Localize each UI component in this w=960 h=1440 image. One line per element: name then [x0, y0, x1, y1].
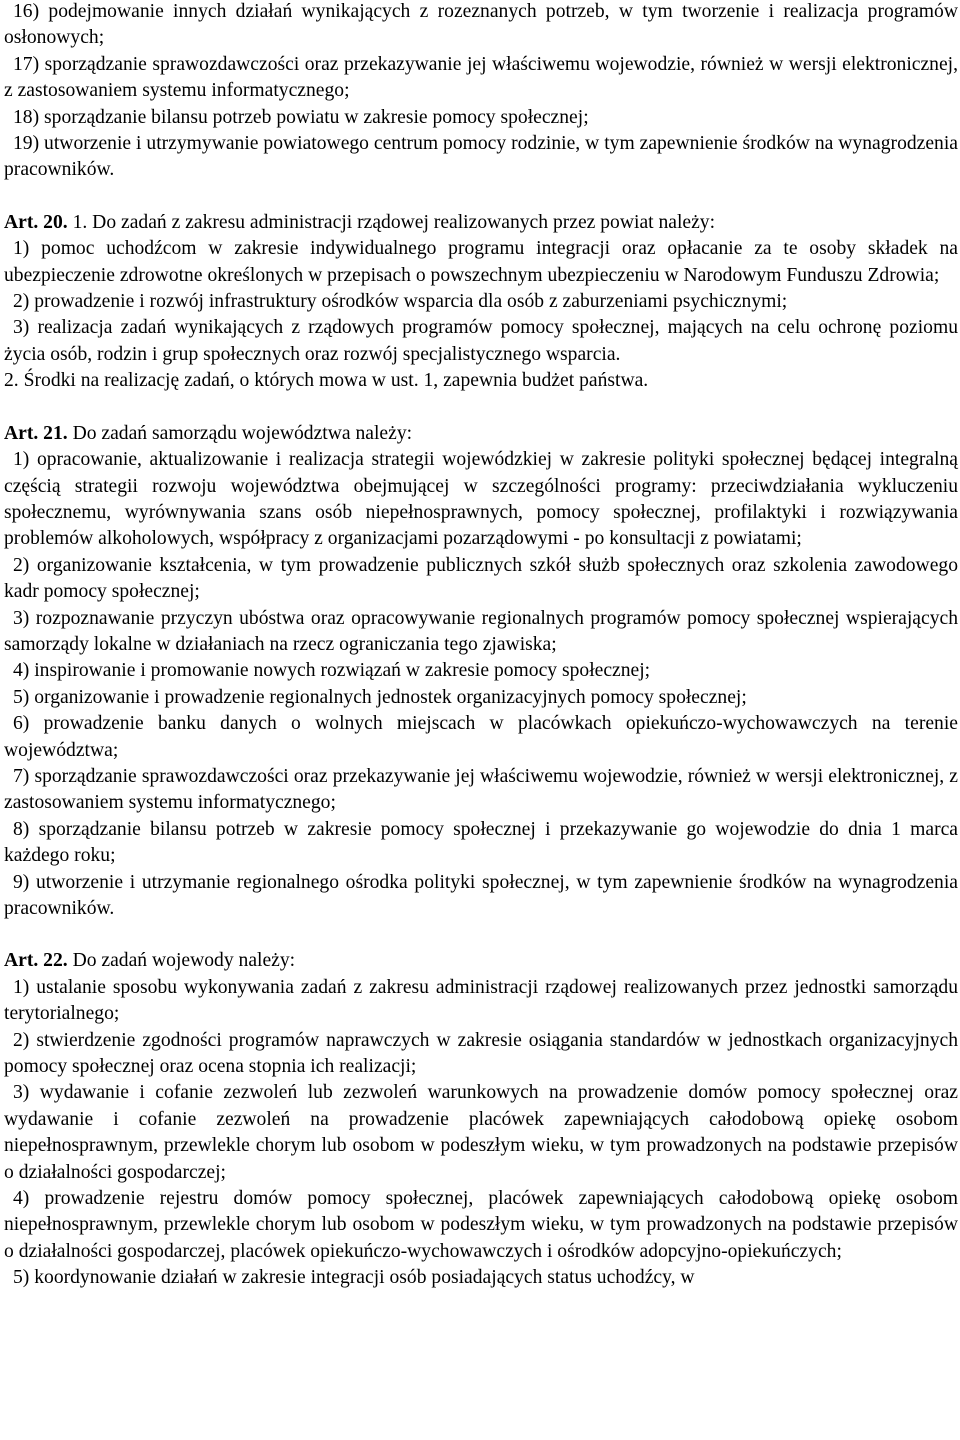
list-item: 1) pomoc uchodźcom w zakresie indywidualnego programu integracji oraz opłacanie za te osoby składek na ubezpieczenie zdrowotne określonych w przepisach o powszechnym ubezpieczeniu w Narodowym Funduszu Zdrowia; — [4, 238, 958, 286]
article-22 — [4, 948, 958, 974]
list-item: 19) utworzenie i utrzymywanie powiatowego centrum pomocy rodzinie, w tym zapewnienie środków na wynagrodzenia pracowników. — [4, 133, 958, 181]
list-item: 6) prowadzenie banku danych o wolnych miejscach w placówkach opiekuńczo-wychowawczych na terenie województwa; — [4, 713, 958, 761]
list-item: 2) stwierdzenie zgodności programów naprawczych w zakresie osiągania standardów w jednostkach organizacyjnych pomocy społecznej oraz ocena stopnia ich realizacji; — [4, 1029, 958, 1078]
paragraph-spacer — [4, 395, 958, 421]
article-20 — [4, 210, 958, 236]
paragraph-spacer — [4, 922, 958, 948]
list-item: 7) sporządzanie sprawozdawczości oraz przekazywanie jej właściwemu wojewodzie, również w wersji elektronicznej, z zastosowaniem systemu informatycznego; — [4, 765, 958, 814]
list-item: 8) sporządzanie bilansu potrzeb w zakresie pomocy społecznej i przekazywanie go wojewodzie do dnia 1 marca każdego roku; — [4, 818, 958, 867]
article-section: 2. Środki na realizację zadań, o których mowa w ust. 1, zapewnia budżet państwa. — [4, 370, 649, 392]
list-item: 4) prowadzenie rejestru domów pomocy społecznej, placówek zapewniających całodobową opiekę osobom niepełnosprawnym, przewlekle chorym lub osobom w podeszłym wieku, w tym prowadzonych na podstawie przepisów o działalności gospodarczej, placówek opiekuńczo-wychowawczych i ośrodków adopcyjno-opiekuńczych; — [4, 1188, 958, 1262]
list-item: 5) koordynowanie działań w zakresie integracji osób posiadających status uchodźcy, w — [13, 1267, 695, 1289]
list-item: 9) utworzenie i utrzymanie regionalnego ośrodka polityki społecznej, w tym zapewnienie środków na wynagrodzenia pracowników. — [4, 871, 958, 919]
document-body — [4, 0, 958, 1292]
list-item: 1) opracowanie, aktualizowanie i realizacja strategii wojewódzkiej w zakresie polityki społecznej będącej integralną częścią strategii rozwoju województwa obejmującej w szczególności programy: przeciwdziałania wykluczeniu społecznemu, wyrównywania szans osób niepełnosprawnych, pomocy społecznej, profilaktyki i rozwiązywania problemów alkoholowych, współpracy z organizacjami pozarządowymi - po konsultacji z powiatami; — [4, 449, 958, 550]
list-item: 5) organizowanie i prowadzenie regionalnych jednostek organizacyjnych pomocy społecznej; — [13, 686, 747, 708]
list-item: 4) inspirowanie i promowanie nowych rozwiązań w zakresie pomocy społecznej; — [13, 660, 651, 682]
list-item: 1) ustalanie sposobu wykonywania zadań z zakresu administracji rządowej realizowanych przez jednostki samorządu terytorialnego; — [4, 976, 958, 1025]
list-item: 16) podejmowanie innych działań wynikających z rozeznanych potrzeb, w tym tworzenie i realizacja programów osłonowych; — [4, 1, 958, 49]
article-heading: Art. 20. — [4, 211, 68, 233]
list-item: 3) realizacja zadań wynikających z rządowych programów pomocy społecznej, mających na celu ochronę poziomu życia osób, rodzin i grup społecznych oraz rozwój specjalistycznego wsparcia. — [4, 317, 958, 365]
list-item: 2) prowadzenie i rozwój infrastruktury ośrodków wsparcia dla osób z zaburzeniami psychicznymi; — [13, 291, 788, 313]
article-intro: 1. Do zadań z zakresu administracji rządowej realizowanych przez powiat należy: — [67, 211, 716, 233]
article-heading: Art. 22. — [4, 950, 68, 972]
list-item: 2) organizowanie kształcenia, w tym prowadzenie publicznych szkół służb społecznych oraz szkolenia zawodowego kadr pomocy społecznej; — [4, 554, 958, 603]
list-item: 18) sporządzanie bilansu potrzeb powiatu w zakresie pomocy społecznej; — [13, 106, 589, 128]
article-21 — [4, 421, 958, 447]
article-heading: Art. 21. — [4, 422, 68, 444]
list-item: 3) wydawanie i cofanie zezwoleń lub zezwoleń warunkowych na prowadzenie domów pomocy społecznej oraz wydawanie i cofanie zezwoleń na prowadzenie placówek zapewniających całodobową opiekę osobom niepełnosprawnym, przewlekle chorym lub osobom w podeszłym wieku, w tym prowadzonych na podstawie przepisów o działalności gospodarczej; — [4, 1082, 958, 1183]
list-item: 17) sporządzanie sprawozdawczości oraz przekazywanie jej właściwemu wojewodzie, również w wersji elektronicznej, z zastosowaniem systemu informatycznego; — [4, 53, 958, 102]
paragraph-spacer — [4, 184, 958, 210]
article-intro: Do zadań samorządu województwa należy: — [67, 422, 413, 444]
article-intro: Do zadań wojewody należy: — [67, 950, 296, 972]
list-item: 3) rozpoznawanie przyczyn ubóstwa oraz opracowywanie regionalnych programów pomocy społecznej wspierających samorządy lokalne w działaniach na rzecz ograniczania tego zjawiska; — [4, 607, 958, 655]
